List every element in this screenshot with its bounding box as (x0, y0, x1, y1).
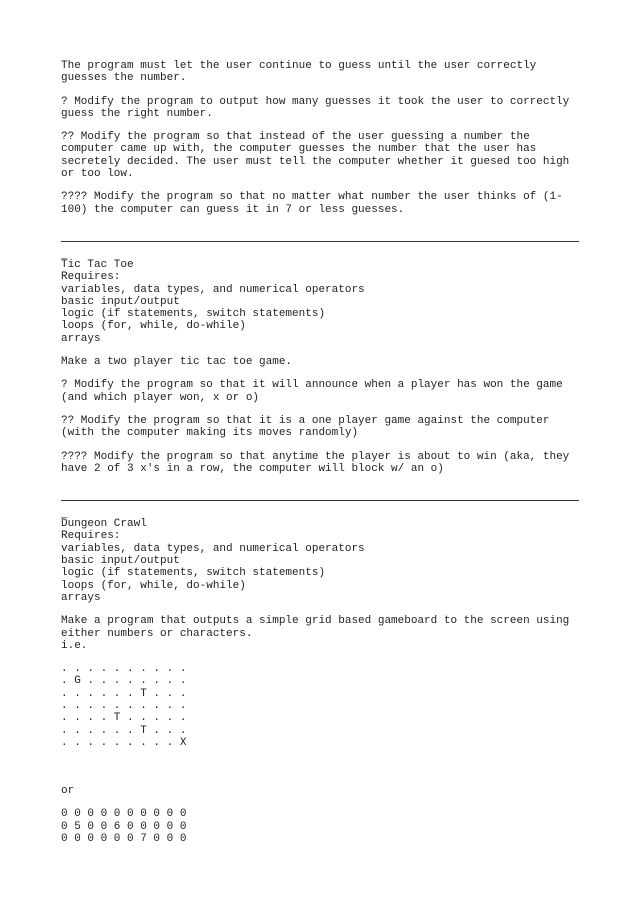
dungeon-section (61, 509, 579, 846)
requirement-item: basic input/output (61, 555, 180, 568)
gameboard-row: . . . . . . T . . . (61, 724, 187, 737)
requirement-item: arrays (61, 332, 101, 345)
gameboard-row: . . . . . . . . . . (61, 699, 187, 712)
section-marker: _ (61, 249, 68, 262)
section-title: Dungeon Crawl (61, 518, 147, 531)
or-separator (61, 785, 579, 797)
guessing-section (61, 60, 579, 216)
tictactoe-section (61, 249, 579, 475)
requirement-item: loops (for, while, do-while) (61, 320, 246, 333)
tictactoe-paragraph-3: ???? Modify the program so that anytime the player is about to win (aka, they have 2 of 3 x's in a row, the computer will block w/ an o) (61, 450, 576, 475)
requirement-item: variables, data types, and numerical operators (61, 542, 365, 555)
tictactoe-paragraph-0: Make a two player tic tac toe game. (61, 356, 293, 369)
requirement-item: basic input/output (61, 295, 180, 308)
gameboard-row: . . . . . . . . . X (61, 736, 187, 749)
requirement-item: arrays (61, 591, 101, 604)
requires-label: Requires: (61, 530, 121, 543)
tictactoe-requirements (61, 259, 579, 345)
requires-label: Requires: (61, 271, 121, 284)
guessing-paragraph-0: The program must let the user continue to guess until the user correctly guesses the number. (61, 60, 543, 85)
intro-line: either numbers or characters. (61, 627, 253, 640)
requirement-item: logic (if statements, switch statements) (61, 567, 326, 580)
tictactoe-paragraph-2: ?? Modify the program so that it is a one player game against the computer (with the computer making its moves randomly) (61, 414, 557, 440)
gameboard-row: 0 0 0 0 0 0 7 0 0 0 (61, 833, 187, 846)
gameboard-row: . . . . T . . . . . (61, 712, 187, 725)
section-title: Tic Tac Toe (61, 258, 134, 271)
requirement-item: logic (if statements, switch statements) (61, 308, 326, 321)
section-marker: _ (61, 509, 68, 522)
dungeon-requirements (61, 518, 579, 604)
dungeon-intro (61, 615, 579, 652)
requirement-item: loops (for, while, do-while) (61, 579, 246, 592)
gameboard-row: 0 0 0 0 0 0 0 0 0 0 (61, 808, 187, 821)
requirement-item: variables, data types, and numerical operators (61, 283, 365, 296)
char-gameboard (61, 663, 579, 749)
gameboard-row: 0 5 0 0 6 0 0 0 0 0 (61, 820, 187, 833)
number-gameboard (61, 808, 579, 845)
gameboard-row: . G . . . . . . . . (61, 675, 187, 688)
gameboard-row: . . . . . . T . . . (61, 687, 187, 700)
guessing-paragraph-1: ? Modify the program to output how many guesses it took the user to correctly guess the right number. (61, 95, 576, 120)
document-page (61, 60, 579, 845)
intro-line: Make a program that outputs a simple grid based gameboard to the screen using (61, 615, 570, 628)
intro-line: i.e. (61, 639, 88, 652)
or-label: or (61, 785, 75, 798)
guessing-paragraph-2: ?? Modify the program so that instead of the user guessing a number the computer came up with, the computer guesses the number that the user has secretely decided. The user must tell the computer whether it guesed too high or too low. (61, 131, 576, 181)
tictactoe-paragraph-1: ? Modify the program so that it will announce when a player has won the game (and which player won, x or o) (61, 379, 570, 404)
gameboard-row: . . . . . . . . . . (61, 663, 187, 676)
guessing-paragraph-3: ???? Modify the program so that no matter what number the user thinks of (1-100) the computer can guess it in 7 or less guesses. (61, 191, 563, 216)
